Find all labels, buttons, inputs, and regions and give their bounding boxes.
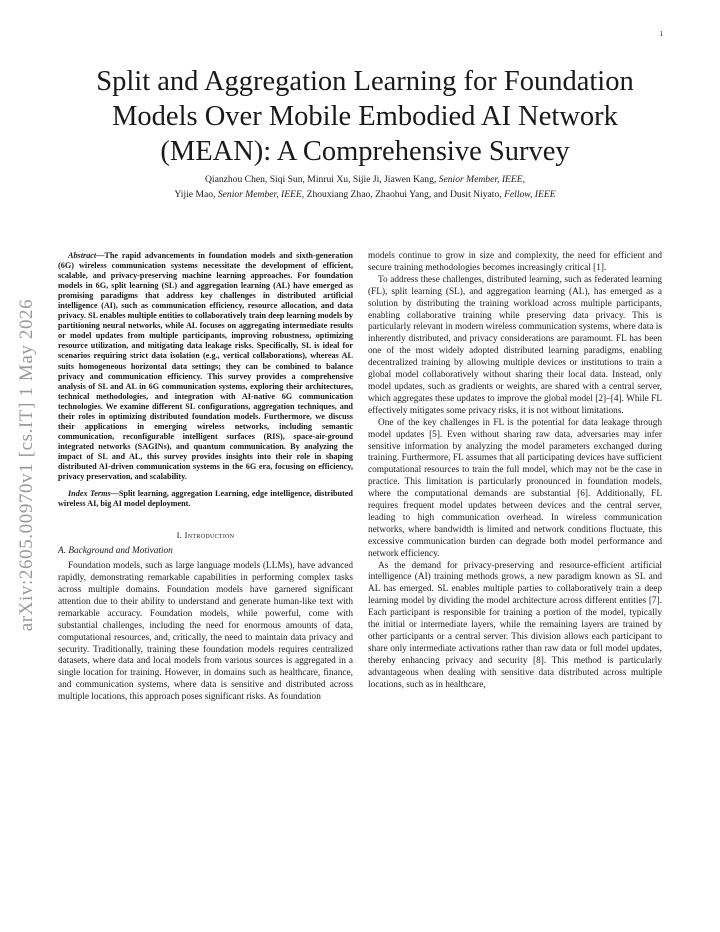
- author-line-2: [60, 187, 670, 202]
- author-role-2b: Fellow, IEEE: [504, 189, 556, 200]
- arxiv-identifier: arXiv:2605.00970v1 [cs.IT] 1 May 2026: [16, 298, 37, 632]
- paragraph-1-continued: models continue to grow in size and complexity, the need for efficient and secure training methodologies becomes increasingly critical [1].: [368, 251, 662, 273]
- right-column: [368, 251, 662, 692]
- author-list: [60, 172, 670, 202]
- index-terms-label: Index Terms: [68, 489, 111, 499]
- author-line-1: [60, 172, 670, 187]
- subsection-heading: A. Background and Motivation: [58, 546, 173, 557]
- paragraph-1: Foundation models, such as large language models (LLMs), have advanced rapidly, demonstrating remarkable capabilities in performing complex tasks across multiple domains. Foundation models have garnered significant attention due to their ability to understand and generate human-like text with remarkable accuracy. Foundation models, while powerful, come with substantial challenges, including the need for enormous amounts of data, computational resources, and, critically, the need to maintain data privacy and security. Traditionally, training these foundation models requires centralized datasets, where data and local models from various sources is aggregated in a single location for training. However, in domains such as healthcare, finance, and communication systems, where data is sensitive and distributed across multiple locations, this approach poses significant risks. As foundation: [58, 561, 353, 703]
- author-role-2a: Senior Member, IEEE,: [217, 189, 305, 200]
- left-column: [58, 251, 353, 704]
- paragraph-2: To address these challenges, distributed learning, such as federated learning (FL), split learning (SL), and aggregation learning (AL), has emerged as a solution by distributing the training workload across multiple participants, enabling collaborative training while preserving data privacy. This is particularly relevant in modern wireless communication systems, where data is inherently distributed, and privacy considerations are paramount. FL has been one of the most widely adopted distributed learning paradigms, enabling decentralized training by allowing multiple devices or institutions to train a global model collaboratively without sharing their local data. Instead, only model updates, such as gradients or weights, are shared with a central server, which aggregates these updates to improve the global model [2]–[4]. While FL effectively mitigates some privacy risks, it is not without limitations.: [368, 274, 662, 416]
- abstract-label: Abstract: [68, 251, 97, 260]
- abstract-text: —The rapid advancements in foundation models and sixth-generation (6G) wireless communication systems necessitate the development of efficient, scalable, and privacy-preserving machine learning approaches. For foundation models in 6G, split learning (SL) and aggregation learning (AL) have emerged as promising paradigms that address key challenges in distributed artificial intelligence (AI), such as communication efficiency, resource allocation, and data privacy. SL enables multiple entities to collaboratively train deep learning models by partitioning neural networks, while AL focuses on aggregating intermediate results or model updates from multiple participants, improving robustness, optimizing resource utilization, and mitigating data leakage risks. Specifically, SL is ideal for scenarios requiring strict data isolation (e.g., vertical collaborations), whereas AL suits homogeneous horizontal data settings; they can be combined to balance privacy and communication efficiency. This survey provides a comprehensive analysis of SL and AL in 6G communication systems, exploring their architectures, technical methodologies, and integration with AI-native 6G communication technologies. We examine different SL configurations, aggregation techniques, and their roles in optimizing distributed foundation models. Furthermore, we discuss their applications in emerging wireless networks, including semantic communication, reconfigurable intelligent surfaces (RIS), space-air-ground integrated networks (SAGINs), and quantum communication. By analyzing the impact of SL and AL, this survey provides insights into their role in shaping distributed AI-driven communication systems in the 6G era, focusing on efficiency, privacy preservation, and scalability.: [58, 251, 353, 482]
- index-terms: [58, 489, 353, 509]
- author-names-2a: Yijie Mao,: [174, 189, 216, 200]
- section-heading: I. Introduction: [176, 530, 235, 541]
- author-role-1: Senior Member, IEEE,: [438, 174, 526, 185]
- abstract: [58, 251, 353, 482]
- author-names-1: Qianzhou Chen, Siqi Sun, Minrui Xu, Sijie Ji, Jiawen Kang,: [204, 174, 437, 185]
- author-names-2b: Zhouxiang Zhao, Zhaohui Yang, and Dusit Niyato,: [306, 189, 502, 200]
- paragraph-4: As the demand for privacy-preserving and resource-efficient artificial intelligence (AI) training methods grows, a new paradigm known as SL and AL has emerged. SL enables multiple parties to collaboratively train a deep learning model by dividing the model architecture across different entities [7]. Each participant is responsible for training a portion of the model, typically the initial or intermediate layers, while the remaining layers are trained by other participants or a central server. This division allows each participant to share only intermediate activations rather than raw data or full model updates, thereby enhancing privacy and security [8]. This method is particularly advantageous when dealing with sensitive data distributed across multiple locations, such as in healthcare,: [368, 560, 662, 690]
- index-terms-text: —Split learning, aggregation Learning, edge intelligence, distributed wireless AI, big AI model deployment.: [58, 489, 353, 509]
- paragraph-3: One of the key challenges in FL is the potential for data leakage through model updates [5]. Even without sharing raw data, adversaries may infer sensitive information by analyzing the model parameters exchanged during training. Furthermore, FL assumes that all participating devices have sufficient computational resources to train the full model, which may not be the case in practice. This limitation is particularly pronounced in foundation models, where the computational demands are substantial [6]. Additionally, FL requires frequent model updates between devices and the central server, leading to high communication overhead. In wireless communication networks, where bandwidth is limited and network conditions fluctuate, this excessive communication burden can degrade both model performance and network efficiency.: [368, 417, 662, 559]
- page-number: 1: [659, 30, 663, 38]
- paper-title: Split and Aggregation Learning for Foundation Models Over Mobile Embodied AI Network (MEAN): A Comprehensive Survey: [96, 66, 634, 167]
